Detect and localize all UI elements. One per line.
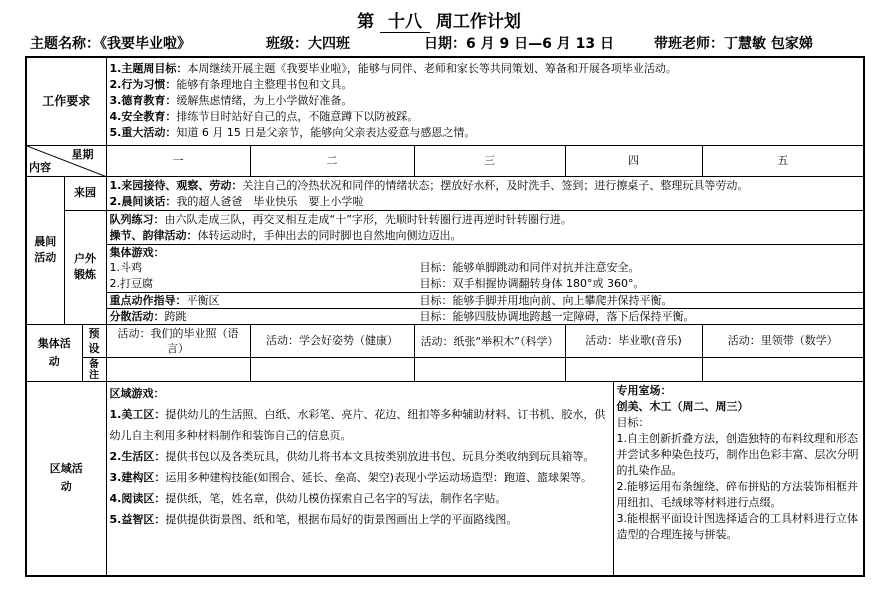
arrival-item: 2.晨间谈话：我的超人爸爸 毕业快乐 要上小学啦 bbox=[109, 194, 364, 208]
arrival-item: 1.来园接待、观察、劳动：关注自己的冷热状况和同伴的情绪状态；摆放好水杯，及时洗手、签到；进行擦桌子、整理玩具等劳动。 bbox=[109, 178, 749, 192]
collective-note-row bbox=[26, 358, 864, 382]
req-item: 2.行为习惯：能够有条理地自主整理书包和文具。 bbox=[109, 78, 353, 91]
req-item: 4.安全教育：排练节目时站好自己的点，不随意蹲下以防被踩。 bbox=[109, 110, 419, 123]
area-item-life: 2.生活区：提供书包以及各类玩具，供幼儿将书本文具按类别放进书包、玩具分类收纳到玩具箱等。 bbox=[109, 450, 595, 463]
theme-name: 主题名称：《我要毕业啦》 bbox=[30, 36, 191, 52]
day-monday: 一 bbox=[106, 145, 250, 176]
activity-friday: 活动：里领带（数学） bbox=[702, 325, 864, 358]
activity-wednesday: 活动：纸张“举积木”（科学） bbox=[414, 325, 565, 358]
area-item-art: 1.美工区：提供幼儿的生活照、白纸、水彩笔、亮片、花边、纽扣等多种辅助材料、订书机、胶水，供幼儿自主利用多种材料制作和装饰自己的信息页。 bbox=[109, 408, 606, 442]
game-item: 2.打豆腐 目标：双手相握协调翻转身体 180°或 360°。 bbox=[109, 277, 645, 290]
note-thursday bbox=[565, 358, 702, 382]
activity-tuesday: 活动：学会好姿势（健康） bbox=[250, 325, 414, 358]
dispersed-row bbox=[26, 309, 864, 325]
day-friday: 五 bbox=[702, 145, 864, 176]
requirements-content bbox=[106, 57, 864, 145]
arrival-label: 来园 bbox=[64, 176, 106, 210]
note-label: 备注 bbox=[82, 358, 106, 382]
game-item: 1.斗鸡 目标：能够单脚跳动和同伴对抗并注意安全。 bbox=[109, 261, 640, 274]
requirements-label: 工作要求 bbox=[26, 57, 106, 145]
note-tuesday bbox=[250, 358, 414, 382]
games-row bbox=[26, 260, 864, 293]
area-games-title: 区域游戏： bbox=[109, 387, 165, 400]
group-games-content bbox=[106, 260, 864, 293]
note-wednesday bbox=[414, 358, 565, 382]
focus-guidance: 重点动作指导：平衡区 目标：能够手脚并用地向前、向上攀爬并保持平衡。 bbox=[106, 293, 864, 309]
activity-monday: 活动：我们的毕业照（语言） bbox=[106, 325, 250, 358]
dispersed-activity: 分散活动：跨跳 目标：能够四肢协调地跨越一定障碍，落下后保持平衡。 bbox=[106, 309, 864, 325]
note-monday bbox=[106, 358, 250, 382]
activity-thursday: 活动：毕业歌(音乐) bbox=[565, 325, 702, 358]
group-games-title: 集体游戏： bbox=[106, 244, 864, 260]
collective-plan-row bbox=[26, 325, 864, 358]
req-item: 5.重大活动：知道 6 月 15 日是父亲节，能够向父亲表达爱意与感恩之情。 bbox=[109, 126, 476, 139]
requirements-row bbox=[26, 57, 864, 145]
collective-activity-label: 集体活动 bbox=[26, 325, 82, 382]
drill-content bbox=[106, 210, 864, 244]
day-wednesday: 三 bbox=[414, 145, 565, 176]
title-suffix: 周工作计划 bbox=[435, 12, 521, 32]
morning-activity-label: 晨间活动 bbox=[26, 176, 64, 325]
area-games-content bbox=[106, 382, 613, 576]
date-range: 日期：6 月 9 日—6 月 13 日 bbox=[424, 36, 614, 52]
special-room-goal: 1.自主创新折叠方法，创造独特的布料纹理和形态并尝试多种染色技巧，制作出色彩丰富、层次分明的扎染作品。 bbox=[616, 432, 859, 477]
page-title bbox=[0, 12, 878, 33]
special-room-goal-title: 目标： bbox=[616, 416, 650, 429]
arrival-row bbox=[26, 176, 864, 210]
queue-practice: 队列练习：由六队走成三队，再交叉相互走成“十”字形，先顺时针转圈行进再逆时针转圈行进。 bbox=[109, 212, 572, 226]
day-tuesday: 二 bbox=[250, 145, 414, 176]
area-item-puzzle: 5.益智区：提供提供街景图、纸和笔，根据布局好的街景图画出上学的平面路线图。 bbox=[109, 513, 518, 526]
weekday-header-row bbox=[26, 145, 864, 176]
area-activity-row bbox=[26, 382, 864, 576]
special-room-name: 创美、木工（周二、周三） bbox=[616, 400, 749, 413]
arrival-content bbox=[106, 176, 864, 210]
rhythm-exercise: 操节、韵律活动：体转运动时，手伸出去的同时脚也自然地向侧边迈出。 bbox=[109, 228, 462, 242]
note-friday bbox=[702, 358, 864, 382]
area-item-build: 3.建构区：运用多种建构技能(如围合、延长、垒高、架空)表现小学运动场造型：跑道、篮球架等。 bbox=[109, 471, 592, 484]
req-item: 3.德育教育：缓解焦虑情绪，为上小学做好准备。 bbox=[109, 94, 353, 107]
plan-label: 预设 bbox=[82, 325, 106, 358]
weekly-plan-table bbox=[25, 56, 865, 577]
focus-row bbox=[26, 293, 864, 309]
special-room-content bbox=[613, 382, 864, 576]
area-item-read: 4.阅读区：提供纸，笔，姓名章，供幼儿模仿探索自己名字的写法，制作名字贴。 bbox=[109, 492, 507, 505]
special-room-goal: 2.能够运用布条缠绕、碎布拼贴的方法装饰相框并用纽扣、毛绒球等材料进行点缀。 bbox=[616, 480, 859, 509]
title-prefix: 第 bbox=[357, 12, 375, 32]
teacher-names: 带班老师：丁慧敏 包家娣 bbox=[654, 36, 813, 52]
area-activity-label: 区域活动 bbox=[26, 382, 106, 576]
day-thursday: 四 bbox=[565, 145, 702, 176]
drill-row bbox=[26, 210, 864, 244]
special-room-title: 专用室场： bbox=[616, 384, 672, 397]
diag-label-content: 内容 bbox=[29, 160, 51, 174]
games-title-row bbox=[26, 244, 864, 260]
class-name: 班级：大四班 bbox=[266, 36, 350, 52]
title-week-number: 十八 bbox=[380, 12, 430, 33]
special-room-goal: 3.能根据平面设计图选择适合的工具材料进行立体造型的合理连接与拼装。 bbox=[616, 512, 859, 541]
req-item: 1.主题周目标：本周继续开展主题《我要毕业啦》，能够与同伴、老师和家长等共同策划、筹备和开展各项毕业活动。 bbox=[109, 62, 677, 75]
diag-label-weekday: 星期 bbox=[71, 147, 94, 161]
outdoor-exercise-label: 户外锻炼 bbox=[64, 210, 106, 325]
plan-subheader bbox=[22, 35, 862, 53]
diagonal-header-cell bbox=[26, 145, 106, 176]
